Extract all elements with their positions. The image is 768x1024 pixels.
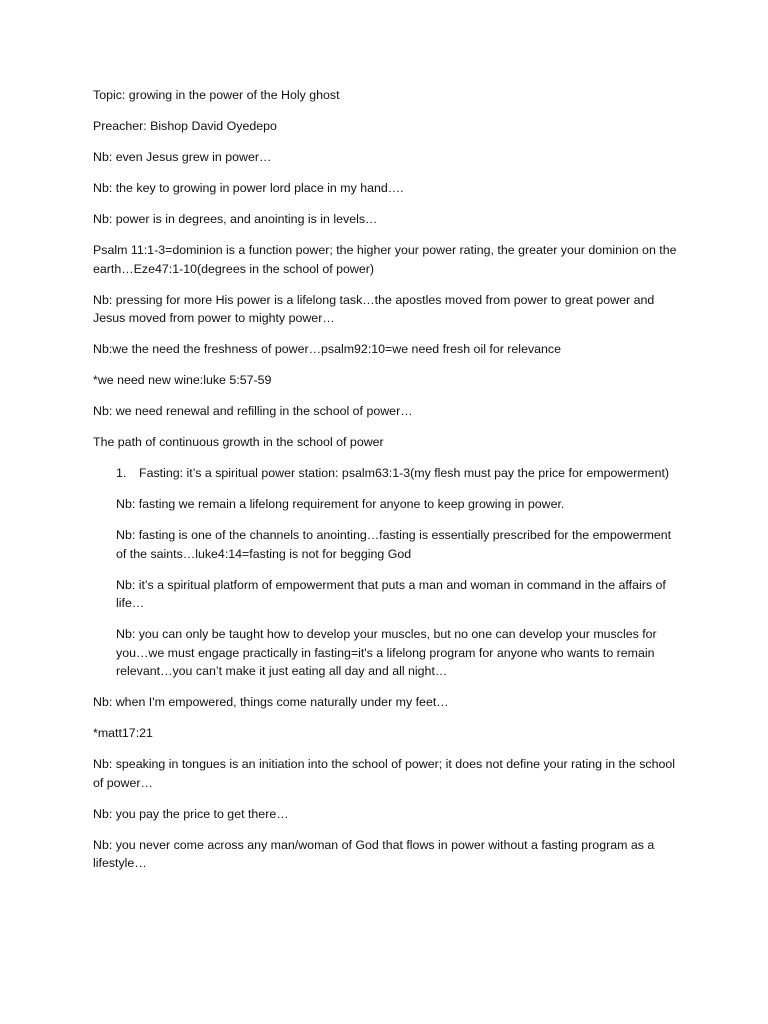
- indented-note: Nb: fasting we remain a lifelong requirement for anyone to keep growing in power.: [116, 497, 565, 511]
- list-item: [93, 464, 683, 483]
- topic-line: Topic: growing in the power of the Holy ghost: [93, 88, 340, 102]
- scripture-paragraph: Psalm 11:1-3=dominion is a function power; the higher your power rating, the greater your dominion on the earth…Eze47:1-10(degrees in the school of power): [93, 242, 677, 276]
- note-paragraph: Nb: the key to growing in power lord place in my hand….: [93, 180, 404, 195]
- preacher-line: Preacher: Bishop David Oyedepo: [93, 118, 277, 133]
- list-item-text: Fasting: it’s a spiritual power station: psalm63:1-3(my flesh must pay the price for empowerment): [139, 466, 670, 481]
- note-paragraph: Nb: when I'm empowered, things come naturally under my feet…: [93, 695, 449, 710]
- note-paragraph: Nb: pressing for more His power is a lifelong task…the apostles moved from power to great power and Jesus moved from power to mighty power…: [93, 292, 655, 326]
- note-paragraph: Nb: speaking in tongues is an initiation into the school of power; it does not define your rating in the school of power…: [93, 757, 676, 790]
- indented-note: Nb: you can only be taught how to develop your muscles, but no one can develop your muscles for you…we must engage practically in fasting=it's a lifelong program for anyone who wants to remain relevant…you can’t make it just eating all day and all night…: [116, 627, 657, 679]
- note-paragraph: Nb: power is in degrees, and anointing is in levels…: [93, 211, 378, 226]
- list-number: 1.: [116, 466, 127, 481]
- document-body: [93, 86, 683, 885]
- indented-note: Nb: it’s a spiritual platform of empowerment that puts a man and woman in command in the affairs of life…: [116, 577, 666, 611]
- note-paragraph: Nb:we the need the freshness of power…psalm92:10=we need fresh oil for relevance: [93, 342, 562, 357]
- indented-note: Nb: fasting is one of the channels to anointing…fasting is essentially prescribed for the empowerment of the saints…luke4:14=fasting is not for begging God: [116, 527, 672, 561]
- note-paragraph: *matt17:21: [93, 726, 153, 741]
- note-paragraph: Nb: even Jesus grew in power…: [93, 149, 272, 164]
- note-paragraph: Nb: you pay the price to get there…: [93, 806, 289, 821]
- note-paragraph: Nb: we need renewal and refilling in the school of power…: [93, 404, 413, 419]
- note-paragraph: Nb: you never come across any man/woman of God that flows in power without a fasting program as a lifestyle…: [93, 837, 655, 871]
- section-heading: The path of continuous growth in the school of power: [93, 435, 384, 450]
- note-paragraph: *we need new wine:luke 5:57-59: [93, 373, 272, 388]
